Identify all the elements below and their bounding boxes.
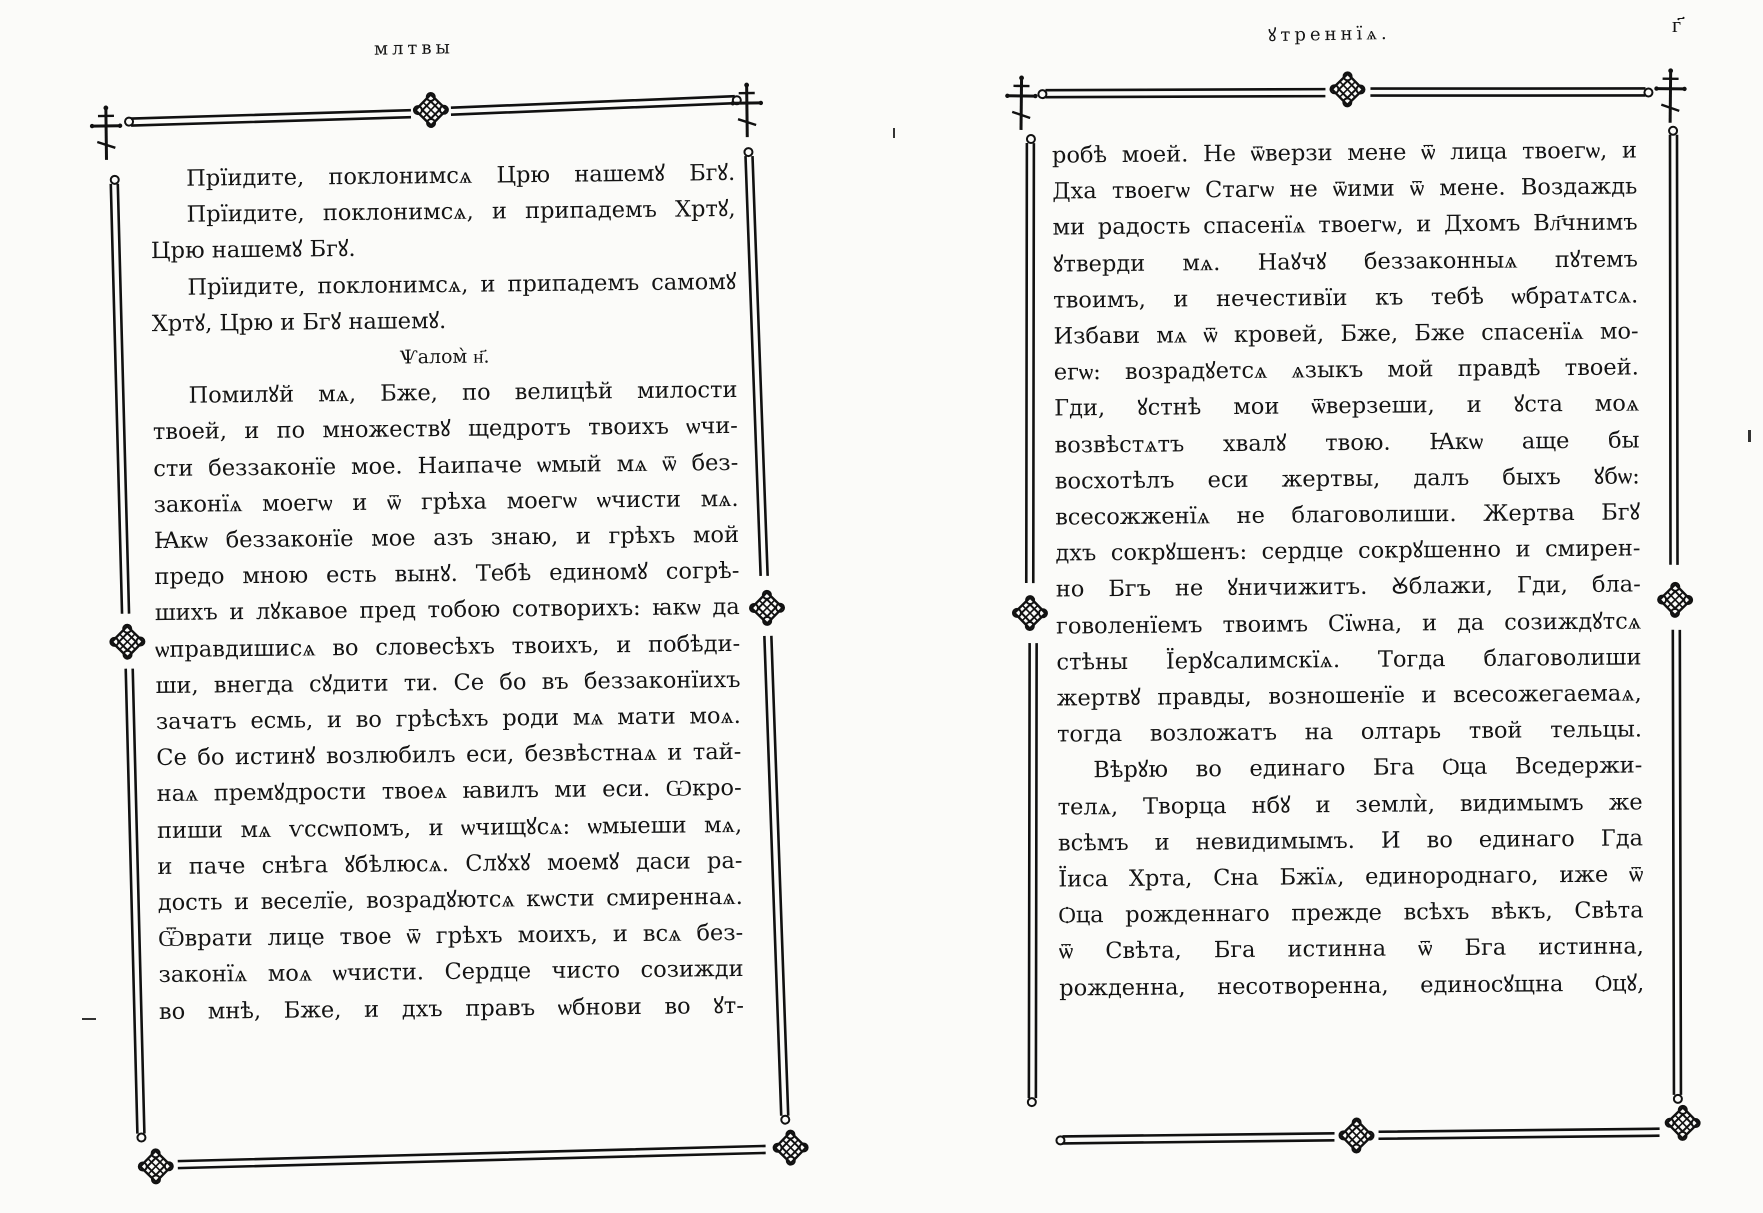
text-line: Вѣрꙋю во единаго Бга Ѻца Вседержи- [1093, 752, 1643, 784]
right-page-header: ꙋтреннїѧ. [1267, 22, 1391, 47]
text-line: твоимъ, и нечестивїи къ тебѣ ѡбратѧтсѧ. [1053, 282, 1639, 314]
text-line: жертвꙋ правды, возношенїе и всесожегаемаѧ, [1056, 680, 1642, 712]
text-line: возвѣстѧтъ хвалꙋ твою. Ꙗкѡ аще бы [1054, 427, 1640, 459]
text-line: всѣмъ и невидимымъ. И во единаго Гда [1057, 825, 1644, 857]
scan-mark [82, 1018, 96, 1020]
text-line: Црю нашемꙋ Бгꙋ. [150, 236, 356, 265]
text-line: тогда возложатъ на олтарь твой тельцы. [1056, 716, 1643, 748]
text-line: восхотѣлъ еси жертвы, далъ быхъ ꙋбѡ: [1054, 463, 1640, 495]
text-line: ѿ Свѣта, Бга истинна ѿ Бга истинна, [1058, 933, 1645, 966]
text-line: Їиса Хрта, Сна Бжїѧ, единороднаго, иже ѿ [1058, 861, 1644, 893]
text-line: дость и веселїе, возрадꙋютсѧ кѡсти смиреннаѧ. [157, 883, 743, 917]
text-line: Прїидите, поклонимсѧ Црю нашемꙋ Бгꙋ. [186, 159, 736, 192]
text-line: ши, внегда сꙋдити ти. Се бо въ беззаконїихъ [155, 666, 741, 699]
text-line: егѡ: возрадꙋетсѧ ѧзыкъ мой правдѣ твоей. [1053, 354, 1639, 386]
text-line: твоей, и по множествꙋ щедротъ твоихъ ѡчи- [152, 413, 738, 446]
text-line: говоленїемъ твоимъ Сїѡна, и да созиждꙋтсѧ [1055, 608, 1642, 640]
text-line: законїѧ моѧ ѡчисти. Сердце чисто созижди [158, 956, 744, 989]
text-line: предо мною есть вынꙋ. Тебѣ единомꙋ согрѣ- [154, 558, 740, 591]
text-line: ꙋтверди мѧ. Наꙋчꙋ беззаконныѧ пꙋтемъ [1052, 246, 1639, 278]
text-line: робѣ моей. Не ѿверзи мене ѿ лица твоегѡ, и [1051, 137, 1638, 169]
text-line: зачатъ есмь, и во грѣсѣхъ роди мѧ мати моѧ. [155, 702, 742, 736]
text-line: стѣны Їерꙋсалимскїѧ. Тогда благоволиши [1056, 644, 1642, 676]
text-line: пиши мѧ ѵссѡпомъ, и ѡчищꙋсѧ: ѡмыеши мѧ, [156, 811, 743, 844]
text-line: наѧ премꙋдрости твоеѧ ꙗвилъ ми еси. Ѡкро- [156, 775, 742, 808]
text-line: Ѻца рожденнаго прежде всѣхъ вѣкъ, Свѣта [1058, 897, 1644, 929]
text-line: ми радость спасенїѧ твоегѡ, и Дхомъ Вл҃чнимъ [1052, 209, 1638, 241]
left-page-header: млтвы [373, 37, 455, 60]
psalm-heading: Ѱалом̀ н҃. [399, 345, 490, 369]
text-line: Помилꙋй мѧ, Бже, по велицѣй милости [188, 377, 738, 409]
page-number: г҃ [1672, 13, 1682, 38]
text-line: Ѿврати лице твое ѿ грѣхъ моихъ, и всѧ без- [158, 920, 744, 953]
scan-mark [893, 128, 895, 138]
text-line: телѧ, Творца нбꙋ и землѝ, видимымъ же [1057, 789, 1643, 821]
scan-mark [1748, 430, 1751, 442]
text-line: и паче снѣга ꙋбѣлюсѧ. Слꙋхꙋ моемꙋ даси ра- [157, 847, 743, 880]
text-line: Прїидите, поклонимсѧ, и припадемъ Хртꙋ, [186, 196, 736, 228]
text-line: рожденна, несотворенна, единосꙋщна Ѻцꙋ, [1059, 970, 1645, 1002]
text-line: шихъ и лꙋкавое пред тобою сотворихъ: ꙗкѡ да [154, 594, 740, 627]
text-line: всесожженїѧ не благоволиши. Жертва Бгꙋ [1055, 499, 1641, 531]
text-line: законїѧ моегѡ и ѿ грѣха моегѡ ѡчисти мѧ. [153, 485, 739, 518]
text-line: Дха твоегѡ Стагѡ не ѿими ѿ мене. Воздаждь [1052, 173, 1638, 205]
text-line: Хртꙋ, Црю и Бгꙋ нашемꙋ. [151, 307, 447, 337]
text-line: ѡправдишисѧ во словесѣхъ твоихъ, и побѣди- [155, 630, 741, 663]
left-page-text [150, 155, 745, 1111]
text-line: Ꙗкѡ беззаконїе мое азъ знаю, и грѣхъ мой [153, 521, 740, 555]
text-line: но Бгъ не ꙋничижитъ. Ꙋблажи, Гди, бла- [1055, 571, 1641, 603]
text-line: Прїидите, поклонимсѧ, и припадемъ самомꙋ [187, 268, 737, 301]
text-line: Избави мѧ ѿ кровей, Бже, Бже спасенїѧ мо- [1053, 318, 1639, 350]
right-page-text [1052, 132, 1645, 1097]
text-line: сти беззаконїе мое. Наипаче ѡмый мѧ ѿ без- [153, 449, 739, 482]
text-line: Се бо истинꙋ возлюбилъ еси, безвѣстнаѧ и тай- [156, 739, 742, 772]
text-line: дхъ сокрꙋшенъ: сердце сокрꙋшенно и смирен- [1055, 535, 1641, 567]
text-line: во мнѣ, Бже, и дхъ правъ ѡбнови во ꙋт- [158, 992, 745, 1025]
text-line: Гди, ꙋстнѣ мои ѿверзеши, и ꙋста моѧ [1054, 390, 1640, 422]
